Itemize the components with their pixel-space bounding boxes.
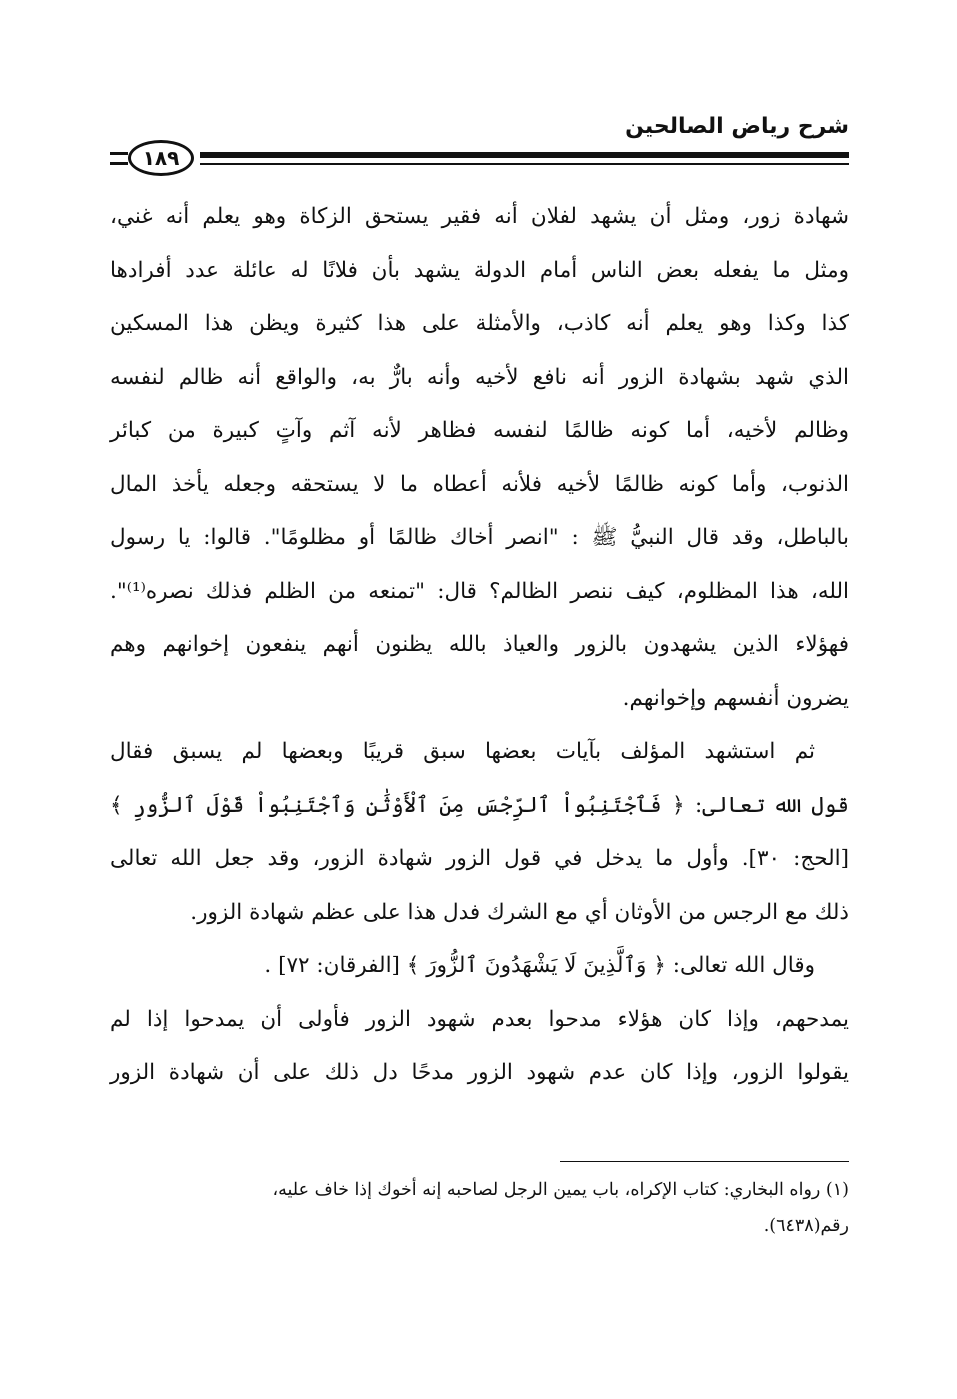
body-line: الذي شهد بشهادة الزور أنه نافع لأخيه وأنه بارٌّ به، والواقع أنه ظالم لنفسه <box>110 364 849 390</box>
footnote <box>110 1172 849 1244</box>
body-line: يقولوا الزور، وإذا كان عدم شهود الزور مدحًا دل ذلك على أن شهادة الزور <box>110 1060 850 1085</box>
page-number: ١٨٩ <box>128 140 194 176</box>
body-line: وظالم لأخيه، أما كونه ظالمًا لنفسه فظاهر لأنه آثم وآتٍ كبيرة من كبائر <box>110 418 849 443</box>
footnote-rule <box>560 1161 849 1162</box>
quran-verse-line: وقال الله تعالى: ﴿ وَٱلَّذِينَ لَا يَشْهَدُونَ ٱلزُّورَ ﴾ [الفرقان: ٧٢] . <box>264 953 815 978</box>
body-line: ومثل ما يفعله بعض الناس أمام الدولة يشهد بأن فلانًا له عائلة عدد أفرادها <box>110 257 849 283</box>
header-rule-stub-top <box>110 152 128 155</box>
body-line: كذا وكذا وهو يعلم أنه كاذب، والأمثلة على هذا كثيرة ويظن هذا المسكين <box>110 311 849 336</box>
header-rule-thick <box>200 152 849 158</box>
body-line: شهادة زور، ومثل أن يشهد لفلان أنه فقير يستحق الزكاة وهو يعلم أنه غني، <box>110 204 849 229</box>
body-line: بالباطل، وقد قال النبيُّ ﷺ : "انصر أخاك ظالمًا أو مظلومًا". قالوا: يا رسول <box>110 525 849 550</box>
footnote-line: (١) رواه البخاري: كتاب الإكراه، باب يمين الرجل لصاحبه إنه أخوك إذا خاف عليه، <box>272 1180 849 1200</box>
footnote-line: رقم(٦٤٣٨). <box>763 1216 849 1236</box>
body-line: فهؤلاء الذين يشهدون بالزور والعياذ بالله يظنون أنهم ينفعون إخوانهم وهم <box>110 632 849 657</box>
body-line: الله، هذا المظلوم، كيف ننصر الظالم؟ قال: "تمنعه من الظلم فذلك نصره⁽¹⁾". <box>110 578 849 604</box>
body-line: ذلك مع الرجس من الأوثان أي مع الشرك فدل هذا على عظم شهادة الزور. <box>190 899 849 925</box>
body-line: ثم استشهد المؤلف بآيات بعضها سبق قريبًا وبعضها لم يسبق فقال <box>110 739 815 764</box>
body-text <box>110 190 849 1100</box>
header-rule-thin <box>200 163 849 165</box>
body-line: الذنوب، وأما كونه ظالمًا لأخيه فلأنه أعطاه ما لا يستحقه وجعله يأخذ المال <box>110 471 849 497</box>
book-title: شرح رياض الصالحين <box>625 114 849 139</box>
body-line: يضرون أنفسهم وإخوانهم. <box>622 685 849 711</box>
quran-verse-line: قول الله تعالى: ﴿ فَٱجْتَنِبُواْ ٱلرِّجْسَ مِنَ ٱلْأَوْثَٰنِ وَٱجْتَنِبُواْ قَوْلَ ٱلزُّورِ ﴾ <box>110 792 849 818</box>
header-rule-stub-bottom <box>110 162 128 165</box>
body-line: يمدحهم، وإذا كان هؤلاء مدحوا بعدم شهود الزور فأولى أن يمدحوا إذا لم <box>110 1006 849 1032</box>
body-line: [الحج: ٣٠]. وأول ما يدخل في قول الزور شهادة الزور، وقد جعل الله تعالى <box>110 846 849 871</box>
